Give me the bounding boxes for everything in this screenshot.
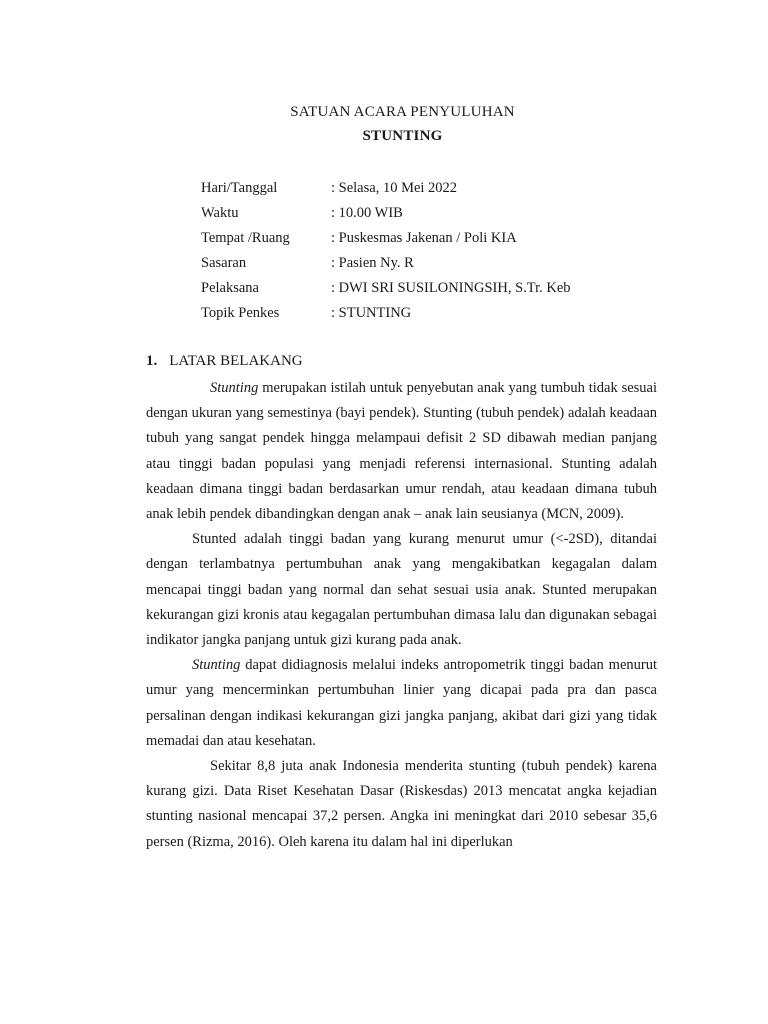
meta-label: Pelaksana bbox=[201, 280, 259, 296]
meta-value: : 10.00 WIB bbox=[331, 205, 403, 221]
paragraph-text: merupakan istilah untuk penyebutan anak yang tumbuh tidak sesuai dengan ukuran yang semestinya (bayi pendek). Stunting (tubuh pendek) adalah keadaan tubuh yang sangat pendek hingga melampaui defisit 2 SD dibawah median panjang atau tinggi badan populasi yang menjadi referensi internasional. Stunting adalah keadaan dimana tinggi badan berdasarkan umur rendah, atau keadaan dimana tubuh anak lebih pendek dibandingkan dengan anak – anak lain seusianya (MCN, 2009). bbox=[146, 380, 657, 523]
meta-value: : DWI SRI SUSILONINGSIH, S.Tr. Keb bbox=[331, 280, 571, 296]
meta-value: : Pasien Ny. R bbox=[331, 255, 414, 271]
meta-label: Tempat /Ruang bbox=[201, 230, 290, 246]
emphasis: Stunting bbox=[192, 657, 241, 674]
paragraph bbox=[146, 527, 657, 653]
meta-label: Waktu bbox=[201, 205, 239, 221]
section-number: 1. bbox=[146, 353, 158, 369]
body-text bbox=[146, 376, 657, 855]
document-title: SATUAN ACARA PENYULUHAN bbox=[290, 104, 515, 120]
paragraph-text: Stunted adalah tinggi badan yang kurang menurut umur (<-2SD), ditandai dengan terlambatnya pertumbuhan anak yang mengakibatkan kegagalan dalam mencapai tinggi badan yang normal dan sehat sesuai usia anak. Stunted merupakan kekurangan gizi kronis atau kegagalan pertumbuhan dimasa lalu dan digunakan sebagai indikator jangka panjang untuk gizi kurang pada anak. bbox=[146, 531, 657, 649]
meta-label: Hari/Tanggal bbox=[201, 180, 278, 196]
paragraph-text: dapat didiagnosis melalui indeks antropometrik tinggi badan menurut umur yang mencerminkan pertumbuhan linier yang dicapai pada pra dan pasca persalinan dengan indikasi kekurangan gizi jangka panjang, akibat dari gizi yang tidak memadai dan atau kesehatan. bbox=[146, 657, 657, 749]
meta-label: Sasaran bbox=[201, 255, 247, 271]
emphasis: Stunting bbox=[210, 380, 259, 396]
meta-value: : Selasa, 10 Mei 2022 bbox=[331, 180, 458, 196]
paragraph bbox=[146, 754, 657, 855]
meta-value: : Puskesmas Jakenan / Poli KIA bbox=[331, 230, 517, 246]
paragraph-text: Sekitar 8,8 juta anak Indonesia menderita stunting (tubuh pendek) karena kurang gizi. Data Riset Kesehatan Dasar (Riskesdas) 2013 mencatat angka kejadian stunting nasional mencapai 37,2 persen. Angka ini meningkat dari 2010 sebesar 35,6 persen (Rizma, 2016). Oleh karena itu dalam hal ini diperlukan bbox=[146, 758, 657, 850]
meta-label: Topik Penkes bbox=[201, 305, 280, 321]
paragraph bbox=[146, 653, 657, 754]
meta-value: : STUNTING bbox=[331, 305, 412, 321]
document-topic-title: STUNTING bbox=[362, 128, 443, 144]
section-heading bbox=[146, 353, 303, 370]
paragraph bbox=[146, 376, 657, 527]
section-title: LATAR BELAKANG bbox=[169, 353, 303, 369]
